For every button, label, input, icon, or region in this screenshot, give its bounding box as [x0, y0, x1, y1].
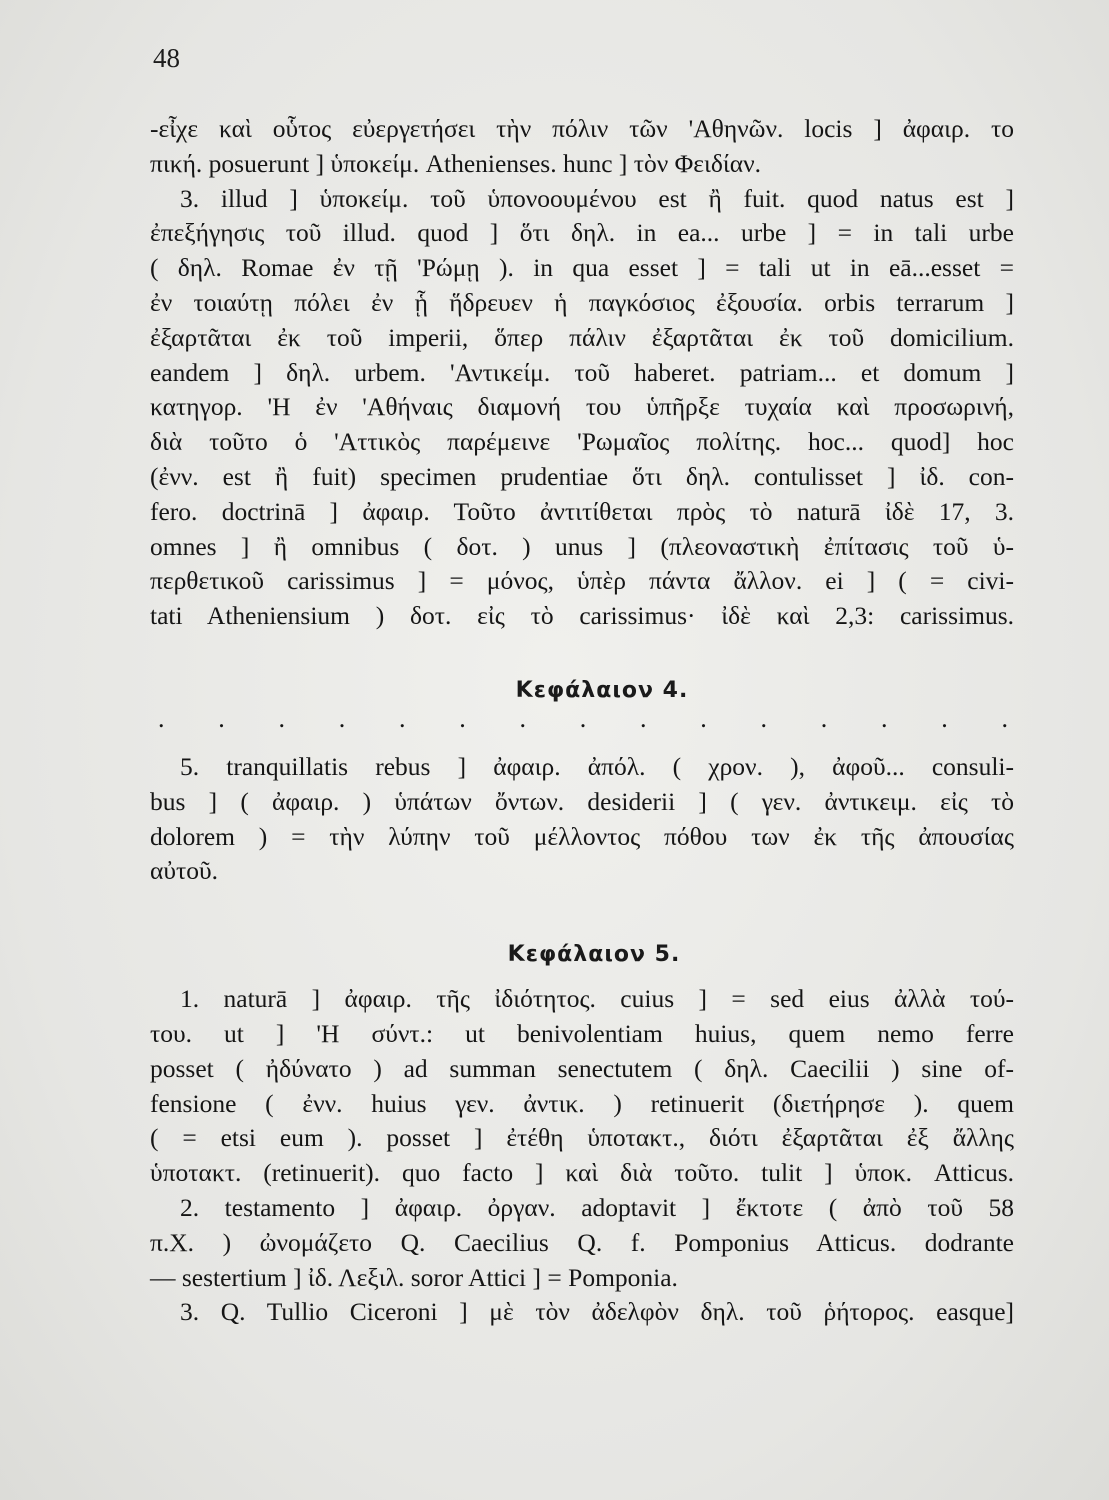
text-line: περθετικοῦ carissimus ] = μόνος, ὑπὲρ πάντα ἄλλον. ei ] ( = civi-	[150, 566, 1014, 596]
text-line: eandem ] δηλ. urbem. 'Αντικείμ. τοῦ haberet. patriam... et domum ]	[150, 357, 1014, 387]
text-line: 2. testamento ] ἀφαιρ. ὀργαν. adoptavit ] ἔκτοτε ( ἀπὸ τοῦ 58	[180, 1192, 1014, 1222]
text-line: 1. naturā ] ἀφαιρ. τῆς ἰδιότητος. cuius ] = sed eius ἀλλὰ τού-	[180, 984, 1014, 1014]
omission-dots	[150, 703, 1014, 750]
text-line: πική. posuerunt ] ὑποκείμ. Athenienses. hunc ] τὸν Φειδίαν.	[150, 148, 762, 178]
text-line: κατηγορ. 'Η ἐν 'Αθήναις διαμονή του ὑπῆρξε τυχαία καὶ προσωρινή,	[150, 392, 1014, 422]
omission-dot: .	[700, 703, 707, 733]
text-line: (ἐνν. est ἢ fuit) specimen prudentiae ὅτι δηλ. contulisset ] ἰδ. con-	[150, 461, 1014, 491]
text-line: ὑποτακτ. (retinuerit). quo facto ] καὶ διὰ τοῦτο. tulit ] ὑποκ. Atticus.	[150, 1158, 1014, 1188]
omission-dot: .	[158, 703, 165, 733]
text-line: bus ] ( ἀφαιρ. ) ὑπάτων ὄντων. desiderii ] ( γεν. ἀντικειμ. εἰς τὸ	[150, 786, 1014, 816]
text-line: 3. Q. Tullio Ciceroni ] μὲ τὸν ἀδελφὸν δηλ. τοῦ ῥήτορος. easque]	[180, 1297, 1014, 1327]
text-line: π.Χ. ) ὠνομάζετο Q. Caecilius Q. f. Pomponius Atticus. dodrante	[150, 1227, 1014, 1257]
text-line: omnes ] ἢ omnibus ( δοτ. ) unus ] (πλεοναστικὴ ἐπίτασις τοῦ ὑ-	[150, 531, 1014, 561]
omission-dot: .	[278, 703, 285, 733]
chapter-4-commentary	[150, 750, 1014, 889]
chapter-4-heading: Κεφάλαιον 4.	[515, 677, 689, 703]
omission-dot: .	[459, 703, 466, 733]
text-line: ἐξαρτᾶται ἐκ τοῦ imperii, ὅπερ πάλιν ἐξαρτᾶται ἐκ τοῦ domicilium.	[150, 322, 1014, 352]
text-line: ἐπεξήγησις τοῦ illud. quod ] ὅτι δηλ. in ea... urbe ] = in tali urbe	[150, 218, 1014, 248]
text-line: 5. tranquillatis rebus ] ἀφαιρ. ἀπόλ. ( χρον. ), ἀφοῦ... consuli-	[180, 751, 1014, 781]
omission-dot: .	[941, 703, 948, 733]
text-line: fero. doctrinā ] ἀφαιρ. Τοῦτο ἀντιτίθεται πρὸς τὸ naturā ἰδὲ 17, 3.	[150, 496, 1014, 526]
omission-dot: .	[820, 703, 828, 733]
omission-dot: .	[338, 703, 346, 733]
text-line: αὐτοῦ.	[150, 856, 218, 886]
omission-dot: .	[218, 703, 225, 733]
page-body	[150, 112, 1014, 1330]
omission-dot: .	[519, 703, 526, 733]
omission-dot: .	[1001, 703, 1008, 733]
page-number: 48	[153, 43, 180, 73]
text-line: -εἶχε καὶ οὗτος εὐεργετήσει τὴν πόλιν τῶν 'Αθηνῶν. locis ] ἀφαιρ. το	[150, 114, 1014, 143]
chapter-5-heading: Κεφάλαιον 5.	[507, 942, 681, 968]
text-line: ( δηλ. Romae ἐν τῇ 'Ρώμῃ ). in qua esset ] = tali ut in eā...esset =	[150, 253, 1014, 283]
text-line: ἐν τοιαύτῃ πόλει ἐν ᾗ ἥδρευεν ἡ παγκόσιος ἐξουσία. orbis terrarum ]	[150, 287, 1014, 317]
text-line: dolorem ) = τὴν λύπην τοῦ μέλλοντος πόθου των ἐκ τῆς ἀπουσίας	[150, 821, 1014, 851]
omission-dot: .	[579, 703, 587, 733]
text-line: fensione ( ἐνν. huius γεν. ἀντικ. ) retinuerit (διετήρησε ). quem	[150, 1088, 1014, 1118]
omission-dot: .	[399, 703, 406, 733]
chapter-5-commentary	[150, 982, 1014, 1330]
text-line: 3. illud ] ὑποκείμ. τοῦ ὑπονοουμένου est ἢ fuit. quod natus est ]	[180, 183, 1014, 213]
omission-dot: .	[760, 703, 767, 733]
commentary-section-3	[150, 112, 1014, 634]
text-line: ( = etsi eum ). posset ] ἐτέθη ὑποτακτ., διότι ἐξαρτᾶται ἐξ ἄλλης	[150, 1123, 1014, 1153]
text-line: tati Atheniensium ) δοτ. εἰς τὸ carissimus· ἰδὲ καὶ 2,3: carissimus.	[150, 601, 1014, 631]
omission-dot: .	[881, 703, 888, 733]
text-line: του. ut ] 'Η σύντ.: ut benivolentiam huius, quem nemo ferre	[150, 1018, 1014, 1048]
omission-dot: .	[640, 703, 647, 733]
text-line: posset ( ἠδύνατο ) ad summan senectutem ( δηλ. Caecilii ) sine of-	[150, 1053, 1014, 1083]
text-line: διὰ τοῦτο ὁ 'Αττικὸς παρέμεινε 'Ρωμαῖος πολίτης. hoc... quod] hoc	[150, 427, 1014, 457]
text-line: — sestertium ] ἰδ. Λεξιλ. soror Attici ] = Pomponia.	[150, 1262, 678, 1292]
